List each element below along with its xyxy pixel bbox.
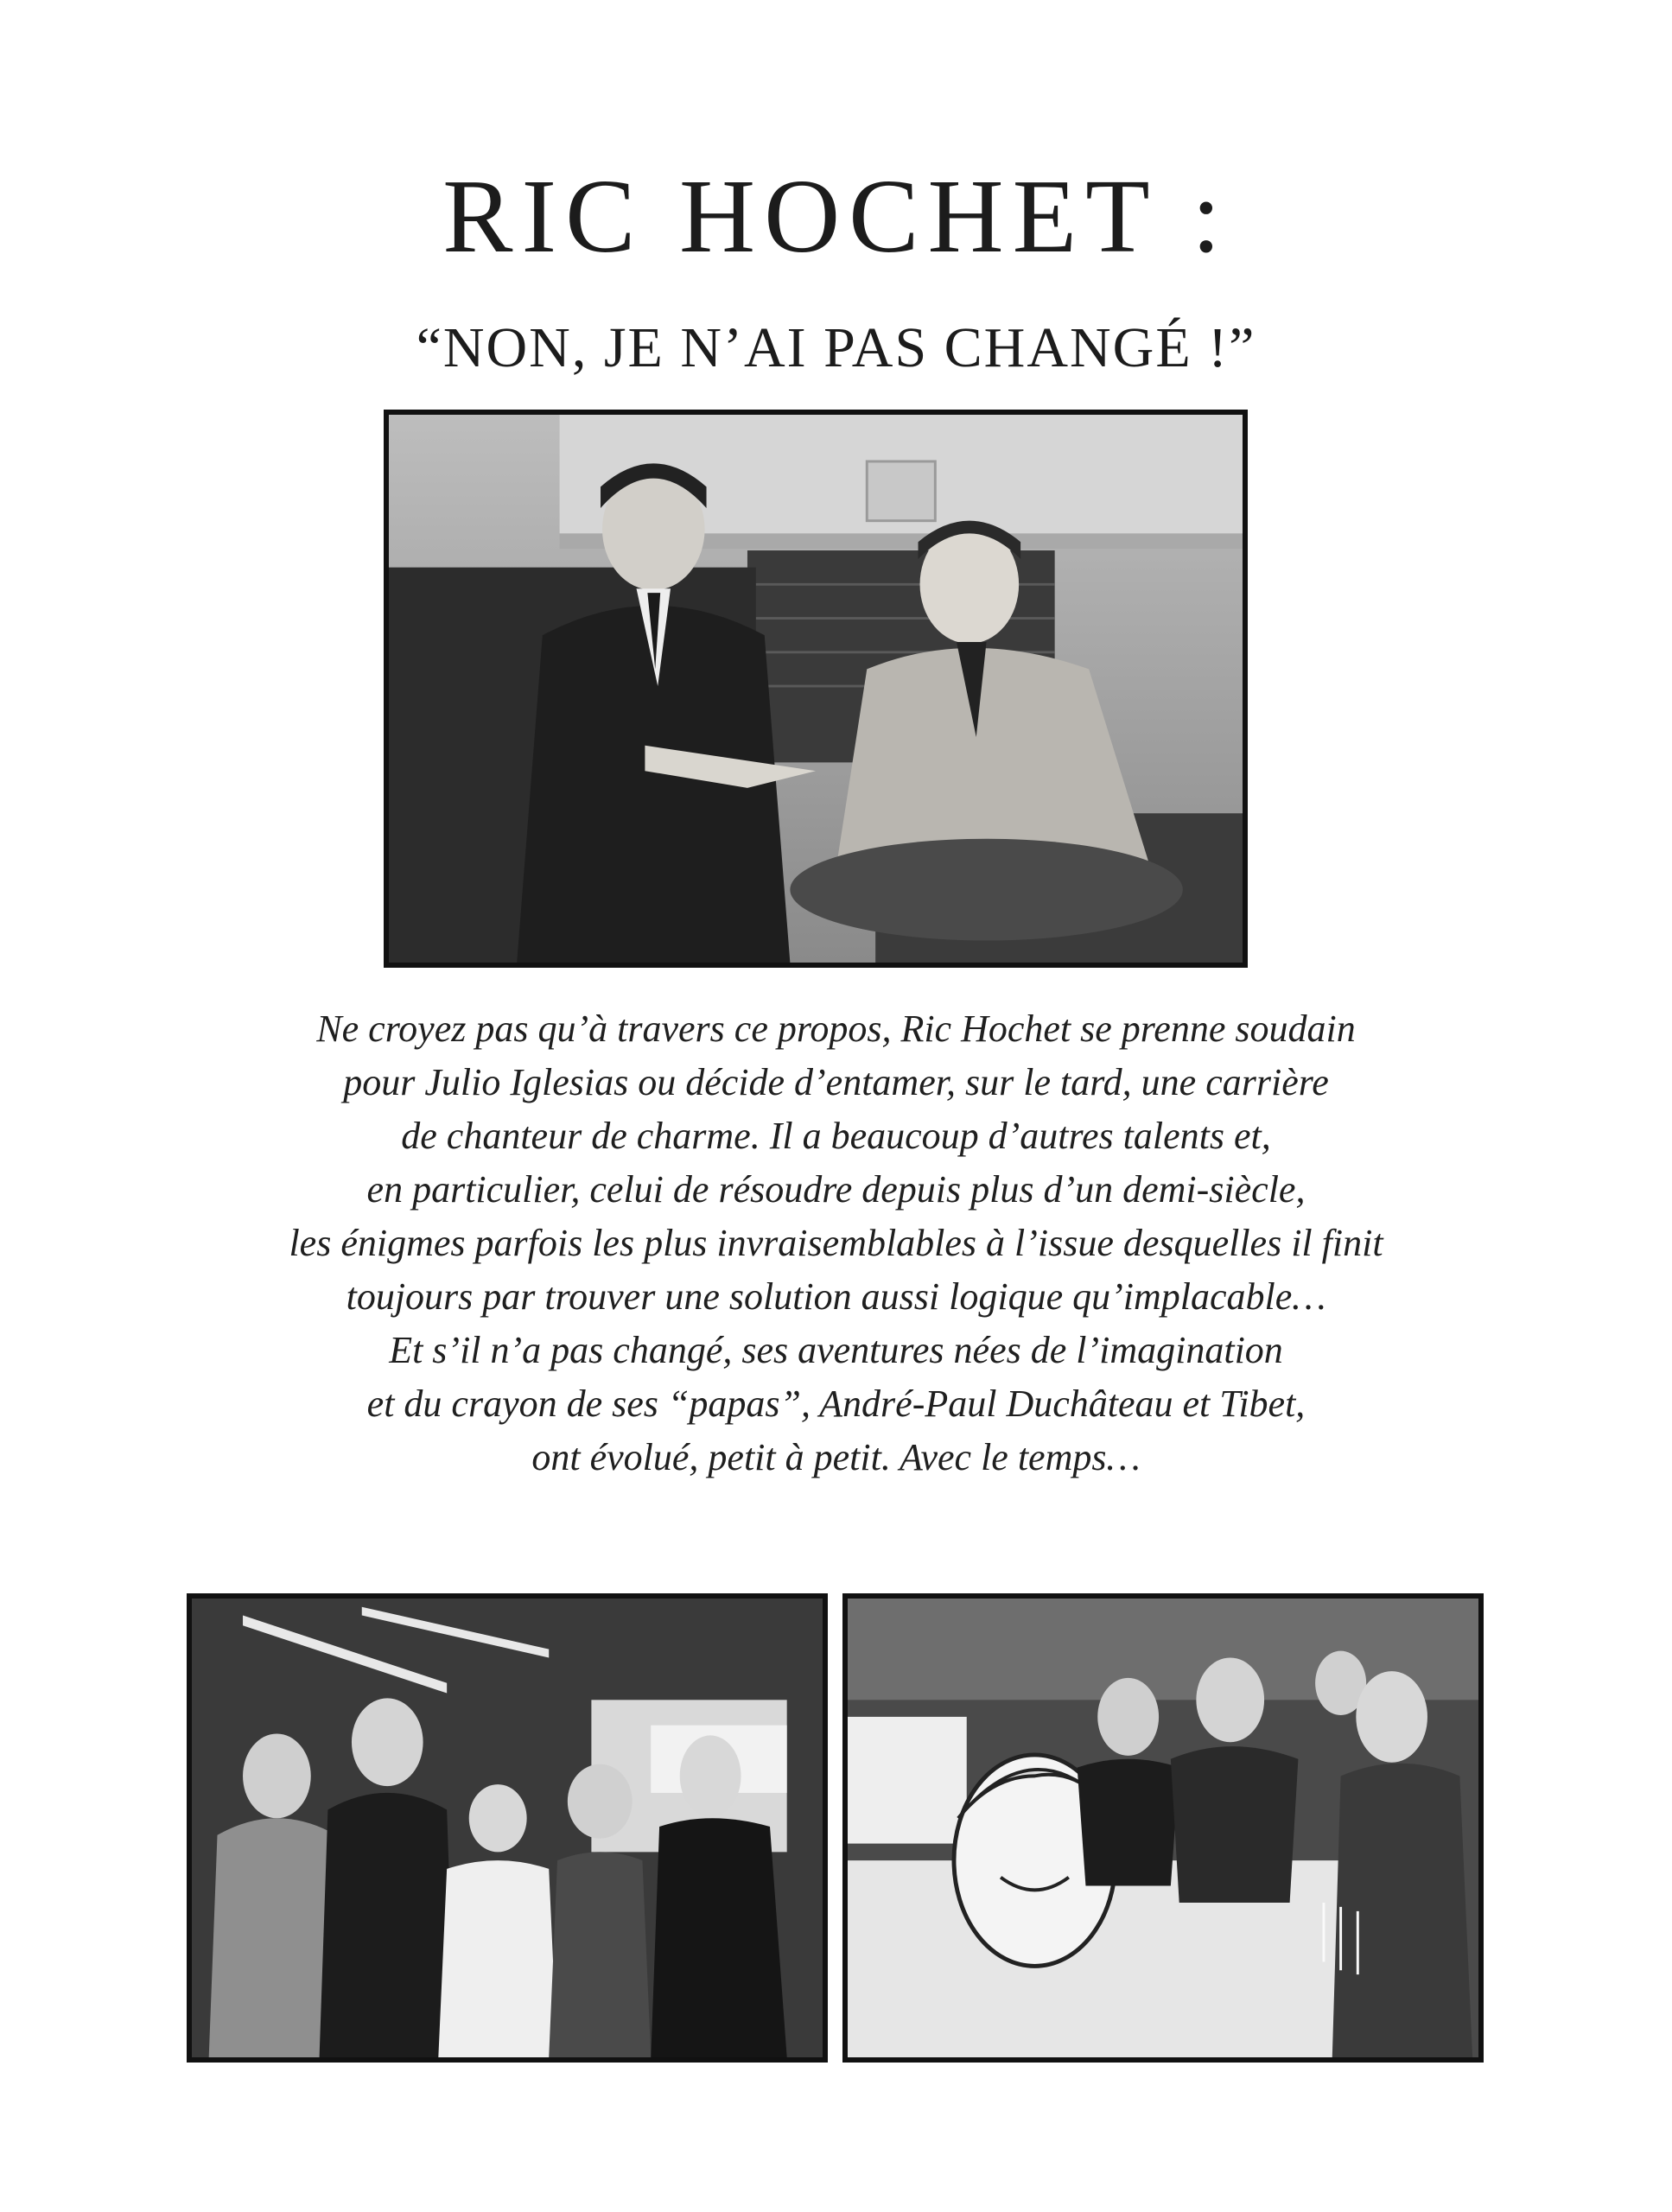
intro-paragraph — [130, 1002, 1542, 1484]
intro-line: les énigmes parfois les plus invraisemblables à l’issue desquelles il finit — [289, 1222, 1383, 1264]
photo-reception-guests — [187, 1593, 828, 2063]
intro-line: ont évolué, petit à petit. Avec le temps… — [531, 1436, 1141, 1478]
intro-line: en particulier, celui de résoudre depuis plus d’un demi-siècle, — [366, 1168, 1306, 1211]
photo-cake-drawing — [842, 1593, 1484, 2063]
photo-cake-drawing-image — [848, 1599, 1478, 2057]
intro-line: et du crayon de ses “papas”, André-Paul Duchâteau et Tibet, — [366, 1382, 1306, 1425]
intro-line: Et s’il n’a pas changé, ses aventures nées de l’imagination — [389, 1329, 1283, 1371]
intro-line: toujours par trouver une solution aussi logique qu’implacable… — [346, 1275, 1326, 1318]
intro-line: de chanteur de charme. Il a beaucoup d’autres talents et, — [401, 1115, 1271, 1157]
page-subtitle: “NON, JE N’AI PAS CHANGÉ !” — [416, 316, 1256, 379]
photo-two-men-fireplace — [384, 410, 1248, 968]
intro-line: pour Julio Iglesias ou décide d’entamer, sur le tard, une carrière — [343, 1061, 1329, 1103]
photo-reception-guests-image — [192, 1599, 823, 2057]
intro-line: Ne croyez pas qu’à travers ce propos, Ric Hochet se prenne soudain — [316, 1007, 1356, 1050]
photo-two-men-fireplace-image — [389, 415, 1243, 963]
page-title: RIC HOCHET : — [442, 158, 1230, 275]
